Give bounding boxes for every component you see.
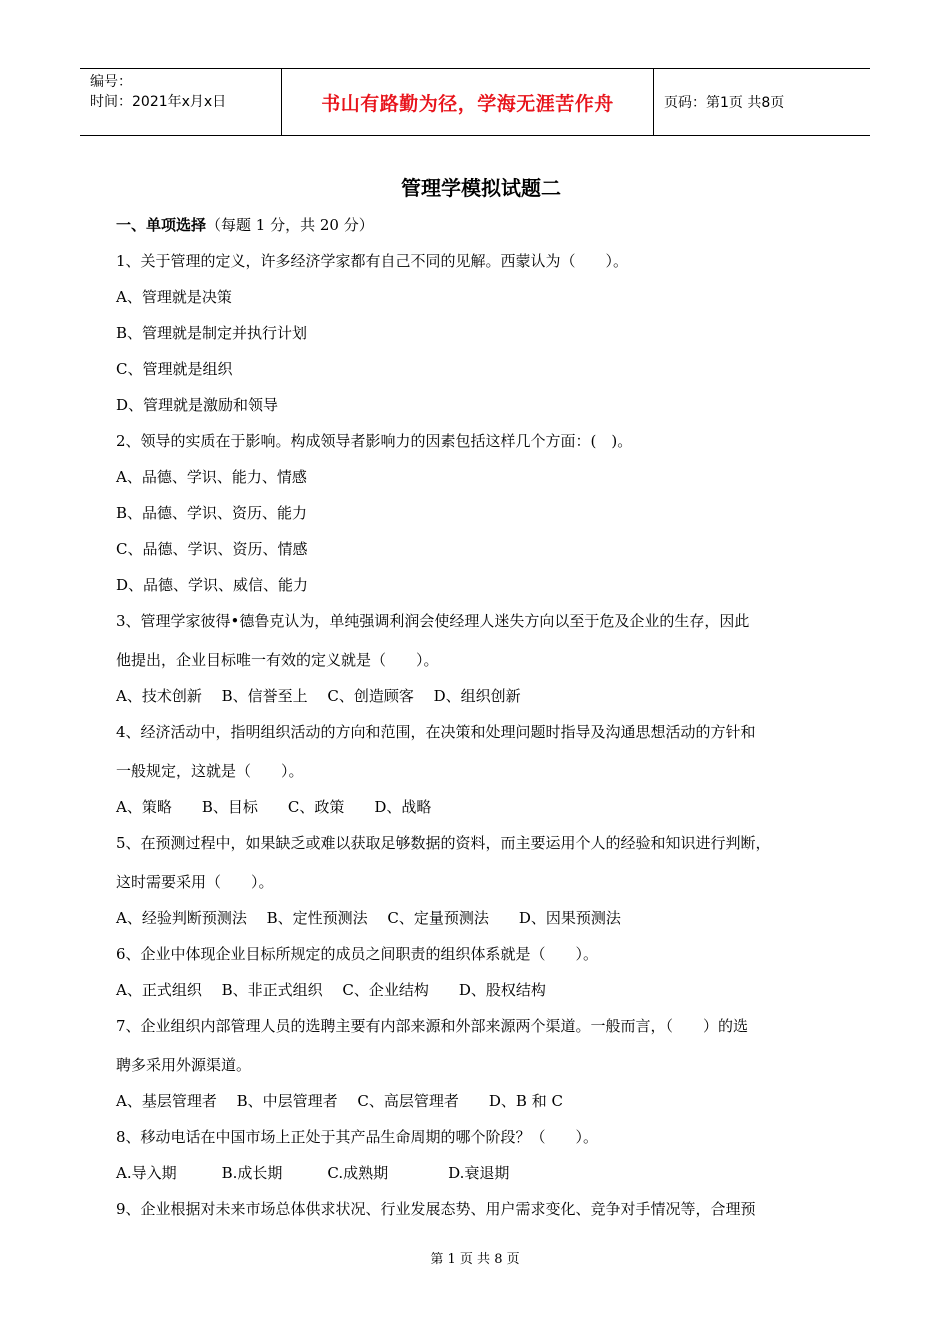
question-line: 6、企业中体现企业目标所规定的成员之间职责的组织体系就是（ ）。 [116,945,599,963]
option-line: C、品德、学识、资历、情感 [116,540,308,558]
question-line: 1、关于管理的定义，许多经济学家都有自己不同的见解。西蒙认为（ ）。 [116,252,629,270]
document-body [116,172,846,1219]
question-line: 4、经济活动中，指明组织活动的方向和范围，在决策和处理问题时指导及沟通思想活动的方针和 [116,723,756,741]
option-line: A、品德、学识、能力、情感 [116,468,307,486]
question-line: 一般规定，这就是（ ）。 [116,762,304,780]
option-line: A、技术创新 B、信誉至上 C、创造顾客 D、组织创新 [116,687,521,705]
section-heading [116,215,846,235]
option-line: A、管理就是决策 [116,288,232,306]
question-line: 8、移动电话在中国市场上正处于其产品生命周期的哪个阶段？（ ）。 [116,1128,599,1146]
option-line: A、正式组织 B、非正式组织 C、企业结构 D、股权结构 [116,981,546,999]
option-line: A、策略 B、目标 C、政策 D、战略 [116,798,432,816]
question-line: 这时需要采用（ ）。 [116,873,274,891]
header-page-info: 页码：第1页 共8页 [664,95,785,111]
question-line: 3、管理学家彼得•德鲁克认为，单纯强调利润会使经理人迷失方向以至于危及企业的生存，因此 [116,612,750,630]
header-meta [80,69,282,135]
header-motto-cell [282,69,654,135]
question-line: 5、在预测过程中，如果缺乏或难以获取足够数据的资料，而主要运用个人的经验和知识进行判断， [116,834,771,852]
option-line: C、管理就是组织 [116,360,233,378]
number-label: 编号： [90,74,132,90]
option-line: A、基层管理者 B、中层管理者 C、高层管理者 D、B 和 C [116,1092,563,1110]
question-line: 7、企业组织内部管理人员的选聘主要有内部来源和外部来源两个渠道。一般而言，（ ）的选 [116,1017,749,1035]
question-line: 他提出，企业目标唯一有效的定义就是（ ）。 [116,651,439,669]
option-line: B、管理就是制定并执行计划 [116,324,308,342]
section-note: （每题 1 分，共 20 分） [206,216,374,234]
option-line: A.导入期 B.成长期 C.成熟期 D.衰退期 [116,1164,510,1182]
option-line: D、品德、学识、威信、能力 [116,576,309,594]
question-line: 2、领导的实质在于影响。构成领导者影响力的因素包括这样几个方面：( )。 [116,432,633,450]
motto-text: 书山有路勤为径，学海无涯苦作舟 [321,92,614,115]
document-title: 管理学模拟试题二 [401,176,561,200]
question-line: 9、企业根据对未来市场总体供求状况、行业发展态势、用户需求变化、竞争对手情况等，合理预 [116,1200,756,1218]
option-line: B、品德、学识、资历、能力 [116,504,308,522]
option-line: A、经验判断预测法 B、定性预测法 C、定量预测法 D、因果预测法 [116,909,621,927]
option-line: D、管理就是激励和领导 [116,396,279,414]
time-label: 时间：2021年x月x日 [90,94,227,110]
page-header [80,68,870,136]
question-line: 聘多采用外源渠道。 [116,1056,252,1074]
page-footer: 第 1 页 共 8 页 [430,1252,520,1267]
section-title: 一、单项选择 [116,216,207,234]
